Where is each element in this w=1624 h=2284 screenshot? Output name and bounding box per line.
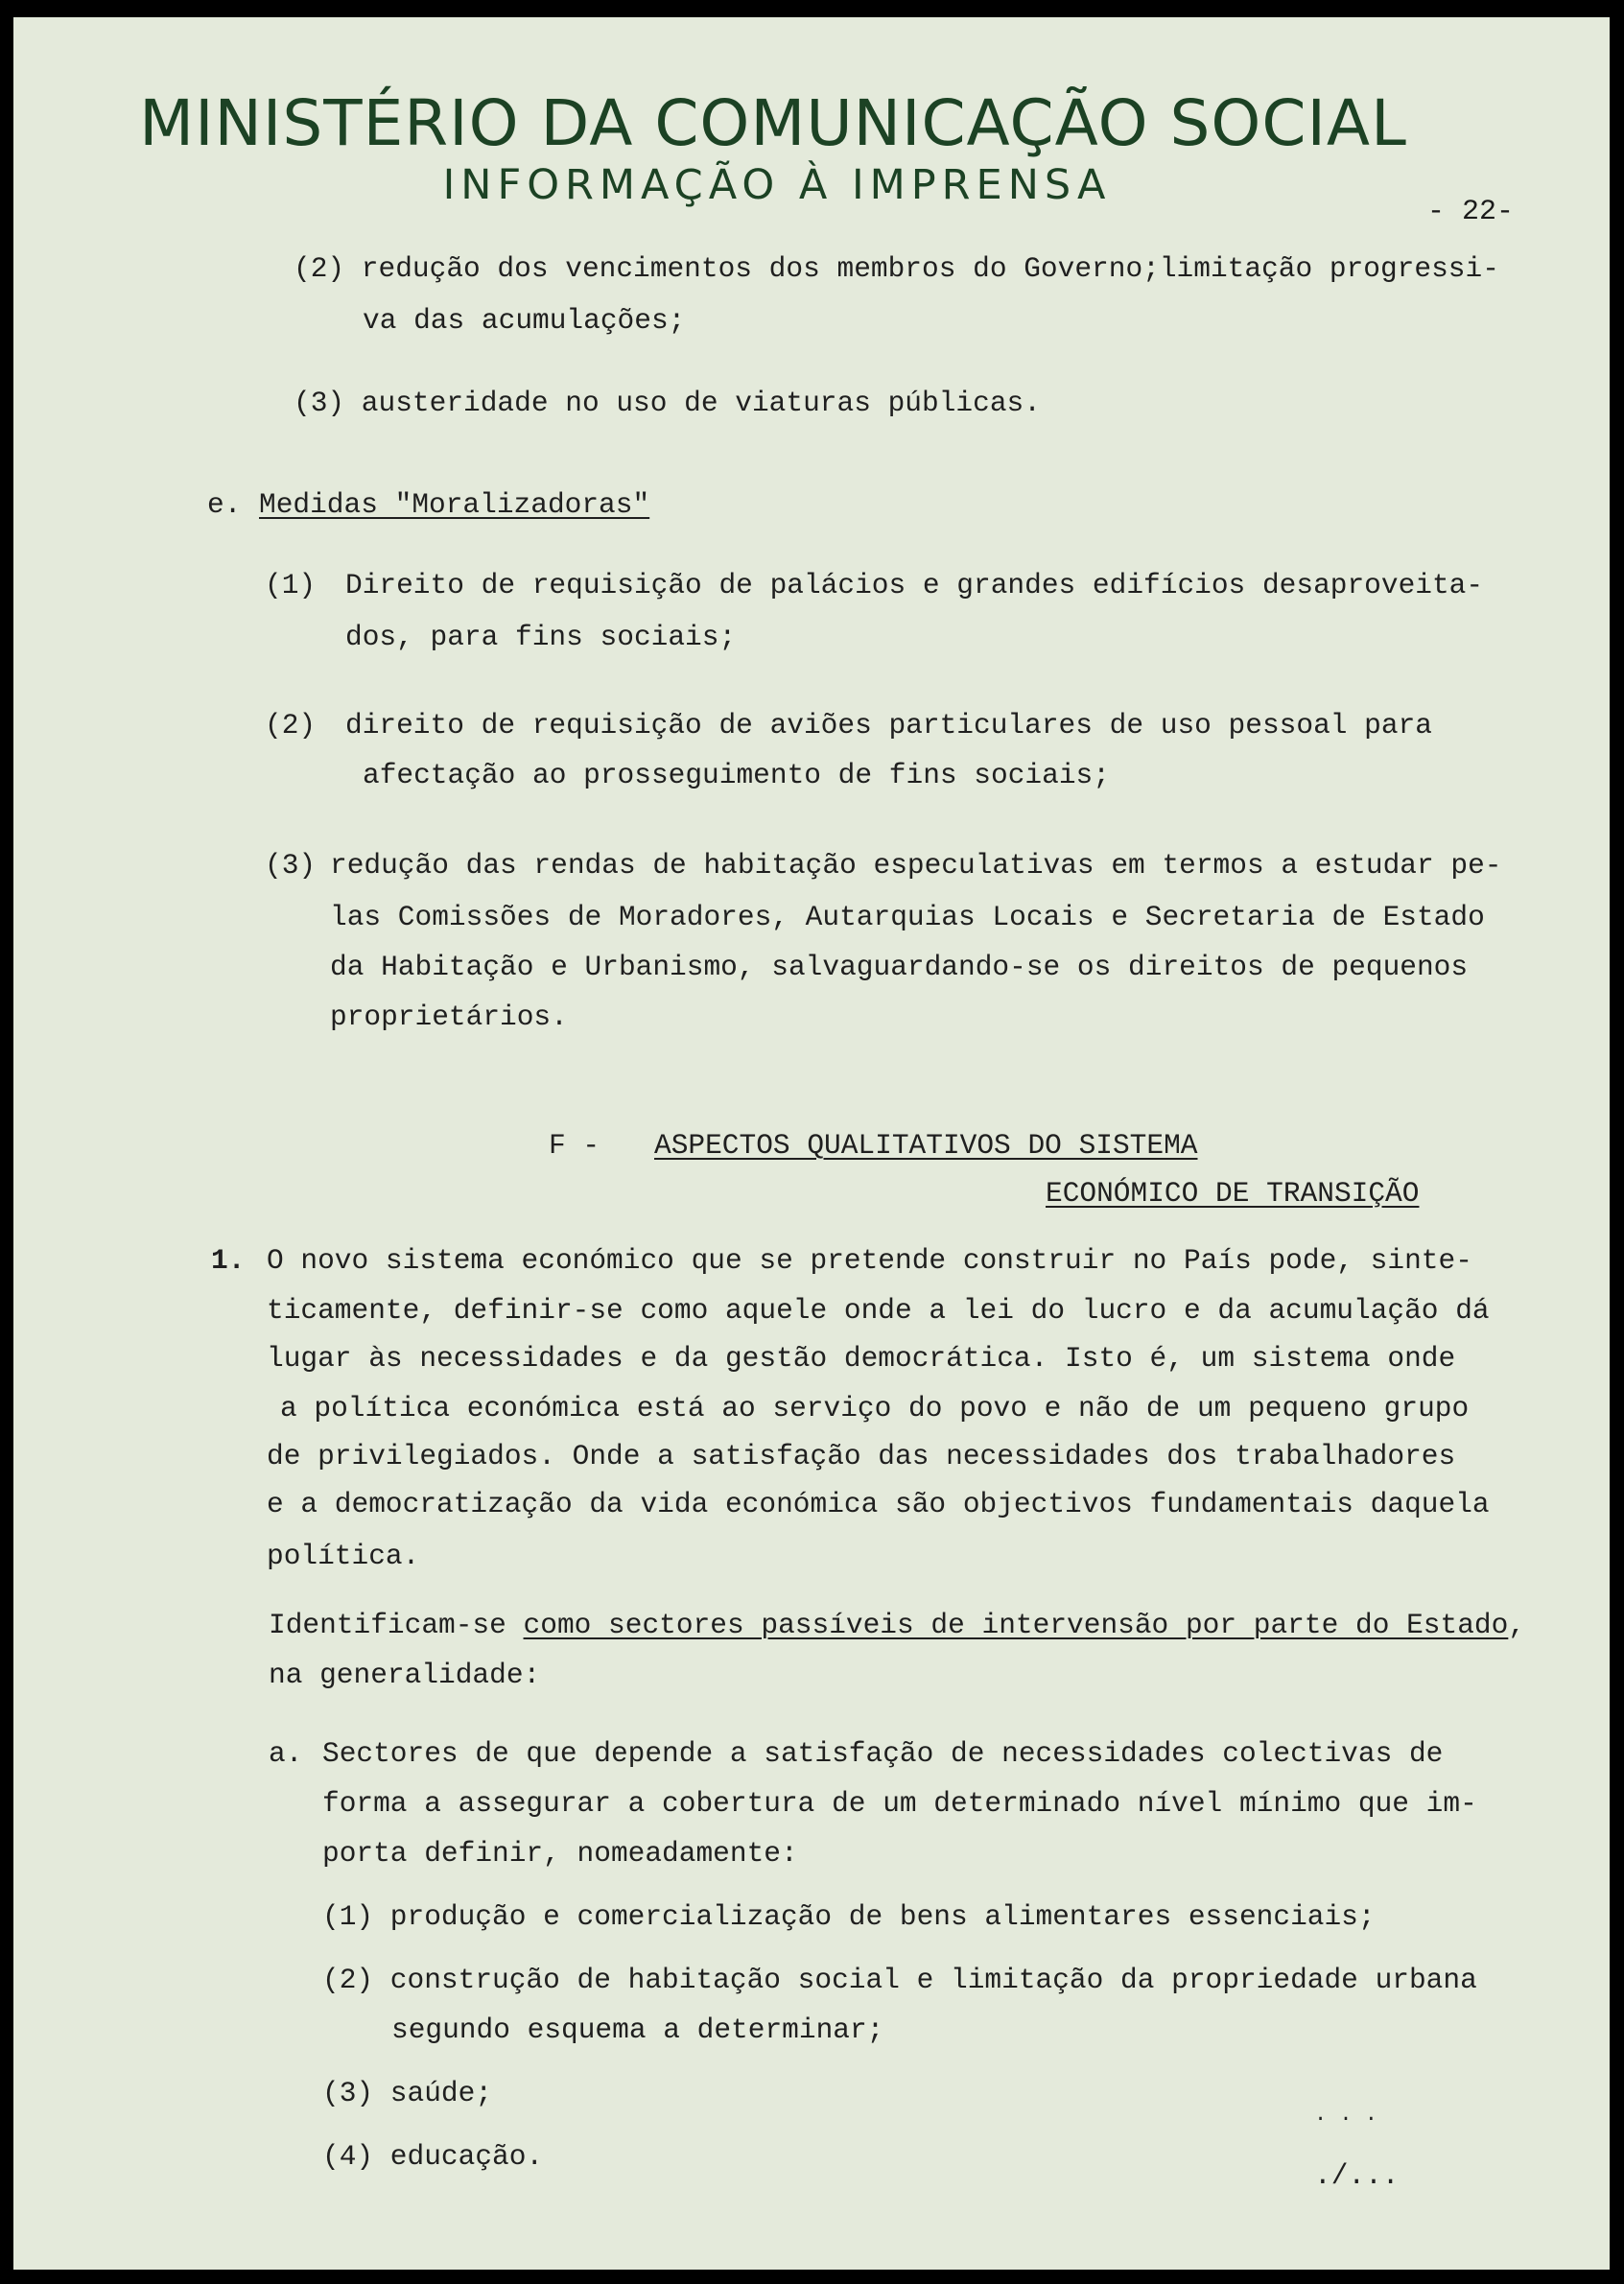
page-number: - 22- [1427, 196, 1515, 228]
item-marker: a. [269, 1737, 303, 1770]
paragraph-number: 1. [211, 1244, 246, 1277]
text-line: direito de requisição de aviões particulares de uso pessoal para [345, 709, 1432, 742]
text-line: política. [267, 1540, 420, 1572]
text-run: , [1508, 1609, 1526, 1641]
text-line: (2) redução dos vencimentos dos membros do Governo;limitação progressi- [294, 252, 1499, 285]
text-line: dos, para fins sociais; [345, 621, 737, 653]
text-line: na generalidade: [269, 1659, 541, 1691]
text-line: (1) produção e comercialização de bens alimentares essenciais; [322, 1900, 1376, 1933]
text-line [269, 1609, 1526, 1641]
text-line: forma a assegurar a cobertura de um determinado nível mínimo que im- [322, 1787, 1477, 1820]
department-heading: INFORMAÇÃO À IMPRENSA [442, 161, 1112, 209]
text-line: va das acumulações; [363, 304, 686, 337]
text-line: de privilegiados. Onde a satisfação das necessidades dos trabalhadores [267, 1440, 1456, 1472]
underlined-phrase: como sectores passíveis de intervensão por parte do Estado [523, 1609, 1509, 1641]
text-line: ticamente, definir-se como aquele onde a lei do lucro e da acumulação dá [267, 1294, 1490, 1327]
section-prefix: F - [549, 1129, 600, 1162]
text-line: Direito de requisição de palácios e grandes edifícios desaproveita- [345, 569, 1484, 601]
text-line: (4) educação. [322, 2140, 544, 2173]
section-heading: Medidas "Moralizadoras" [259, 488, 650, 521]
text-line: da Habitação e Urbanismo, salvaguardando-se os direitos de pequenos [330, 951, 1469, 983]
text-line: Sectores de que depende a satisfação de necessidades colectivas de [322, 1737, 1444, 1770]
ministry-heading: MINISTÉRIO DA COMUNICAÇÃO SOCIAL [139, 86, 1407, 160]
item-number: (2) [265, 709, 317, 742]
text-line: las Comissões de Moradores, Autarquias Locais e Secretaria de Estado [330, 901, 1485, 933]
text-line: lugar às necessidades e da gestão democrática. Isto é, um sistema onde [267, 1342, 1456, 1375]
text-line: (2) construção de habitação social e limitação da propriedade urbana [322, 1964, 1477, 1996]
continuation-dots: . . . [1314, 2103, 1378, 2127]
document-page [13, 17, 1610, 2270]
text-line: segundo esquema a determinar; [391, 2013, 884, 2046]
text-line: proprietários. [330, 1001, 568, 1033]
text-line: e a democratização da vida económica são objectivos fundamentais daquela [267, 1488, 1490, 1520]
section-marker: e. [207, 488, 242, 521]
text-line: a política económica está ao serviço do povo e não de um pequeno grupo [280, 1392, 1470, 1425]
item-number: (1) [265, 569, 317, 601]
section-title: ECONÓMICO DE TRANSIÇÃO [1046, 1177, 1420, 1210]
text-line: (3) austeridade no uso de viaturas públicas. [294, 387, 1041, 419]
text-line: (3) saúde; [322, 2077, 493, 2109]
continuation-mark: ./... [1314, 2159, 1400, 2192]
text-line: redução das rendas de habitação especulativas em termos a estudar pe- [330, 849, 1502, 882]
text-line: O novo sistema económico que se pretende construir no País pode, sinte- [267, 1244, 1472, 1277]
text-line: porta definir, nomeadamente: [322, 1837, 798, 1870]
text-run: Identificam-se [269, 1609, 524, 1641]
item-number: (3) [265, 849, 317, 882]
section-title: ASPECTOS QUALITATIVOS DO SISTEMA [654, 1129, 1198, 1162]
text-line: afectação ao prosseguimento de fins sociais; [363, 759, 1110, 791]
